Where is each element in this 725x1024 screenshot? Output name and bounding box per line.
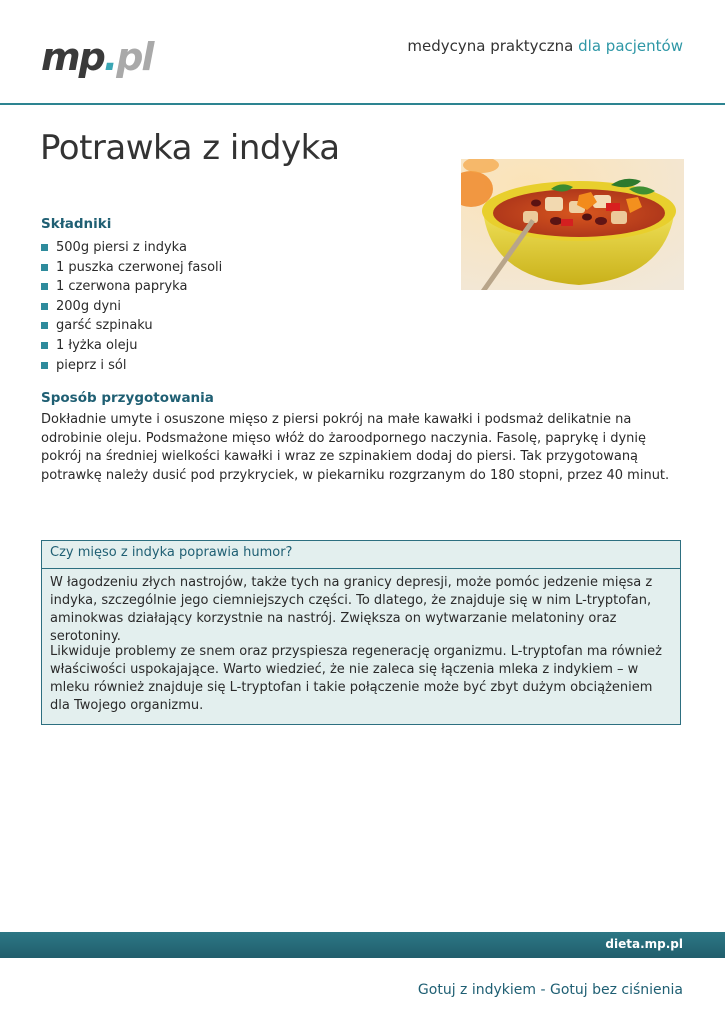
square-bullet-icon <box>41 303 48 310</box>
method-text: Dokładnie umyte i osuszone mięso z piersi pokrój na małe kawałki i podsmaż delikatnie na odrobinie oleju. Podsmażone mięso włóż do żaroodpornego naczynia. Fasolę, paprykę i dynię pokrój na średniej wielkości kawałki i wraz ze szpinakiem dodaj do piersi. Tak przygotowaną potrawkę należy dusić pod przykryciek, w piekarniku rozgrzanym do 180 stopni, przez 40 minut. <box>41 412 670 483</box>
info-box <box>41 540 681 725</box>
mp-pl-logo[interactable] <box>41 35 153 79</box>
page-title: Potrawka z indyka <box>40 128 340 168</box>
ingredient-text: 1 puszka czerwonej fasoli <box>56 259 223 275</box>
ingredient-text: 1 czerwona papryka <box>56 279 188 295</box>
ingredient-text: 200g dyni <box>56 298 121 314</box>
ingredient-item <box>41 297 222 317</box>
ingredient-text: 500g piersi z indyka <box>56 240 187 255</box>
logo-dot: . <box>103 35 117 79</box>
square-bullet-icon <box>41 342 48 349</box>
square-bullet-icon <box>41 264 48 271</box>
ingredient-item <box>41 336 222 356</box>
ingredient-item <box>41 238 222 258</box>
ingredient-text: pieprz i sól <box>56 357 127 373</box>
info-paragraph-1: W łagodzeniu złych nastrojów, także tych na granicy depresji, może pomóc jedzenie mięsa z indyka, szczególnie jego ciemniejszych części. To dlatego, że znajduje się w nim L-tryptofan, aminokwas działający korzystnie na nastrój. Zwiększa on wytwarzanie melatoniny oraz serotoniny. <box>50 575 653 644</box>
ingredients-list <box>41 238 222 375</box>
square-bullet-icon <box>41 322 48 329</box>
info-box-title: Czy mięso z indyka poprawia humor? <box>50 545 293 560</box>
tagline-accent: dla pacjentów <box>578 37 683 55</box>
logo-mp: mp <box>41 35 104 79</box>
tagline-main: medycyna praktyczna <box>407 37 574 55</box>
info-box-divider <box>42 568 680 569</box>
footer-url-link[interactable]: dieta.mp.pl <box>605 937 683 951</box>
footer-band <box>0 932 725 958</box>
square-bullet-icon <box>41 283 48 290</box>
footer-slogan: Gotuj z indykiem - Gotuj bez ciśnienia <box>417 982 683 998</box>
logo-pl: pl <box>116 35 153 79</box>
ingredients-heading: Składniki <box>41 216 112 232</box>
ingredient-text: 1 łyżka oleju <box>56 337 138 353</box>
ingredient-item <box>41 356 222 376</box>
site-tagline <box>407 37 683 55</box>
ingredient-item <box>41 258 222 278</box>
square-bullet-icon <box>41 244 48 251</box>
header-divider <box>0 103 725 105</box>
method-heading: Sposób przygotowania <box>41 390 214 406</box>
ingredient-item <box>41 277 222 297</box>
ingredient-item <box>41 316 222 336</box>
food-photo <box>461 159 684 290</box>
stew-bowl-illustration <box>461 159 684 290</box>
info-paragraph-2: Likwiduje problemy ze snem oraz przyspiesza regenerację organizmu. L-tryptofan ma również właściwości uspokajające. Warto wiedzieć, że nie zaleca się łączenia mleka z indykiem – w mleku również znajduje się L-tryptofan i takie połączenie może być zbyt dużym obciążeniem dla Twojego organizmu. <box>50 644 662 713</box>
ingredient-text: garść szpinaku <box>56 318 153 334</box>
square-bullet-icon <box>41 362 48 369</box>
